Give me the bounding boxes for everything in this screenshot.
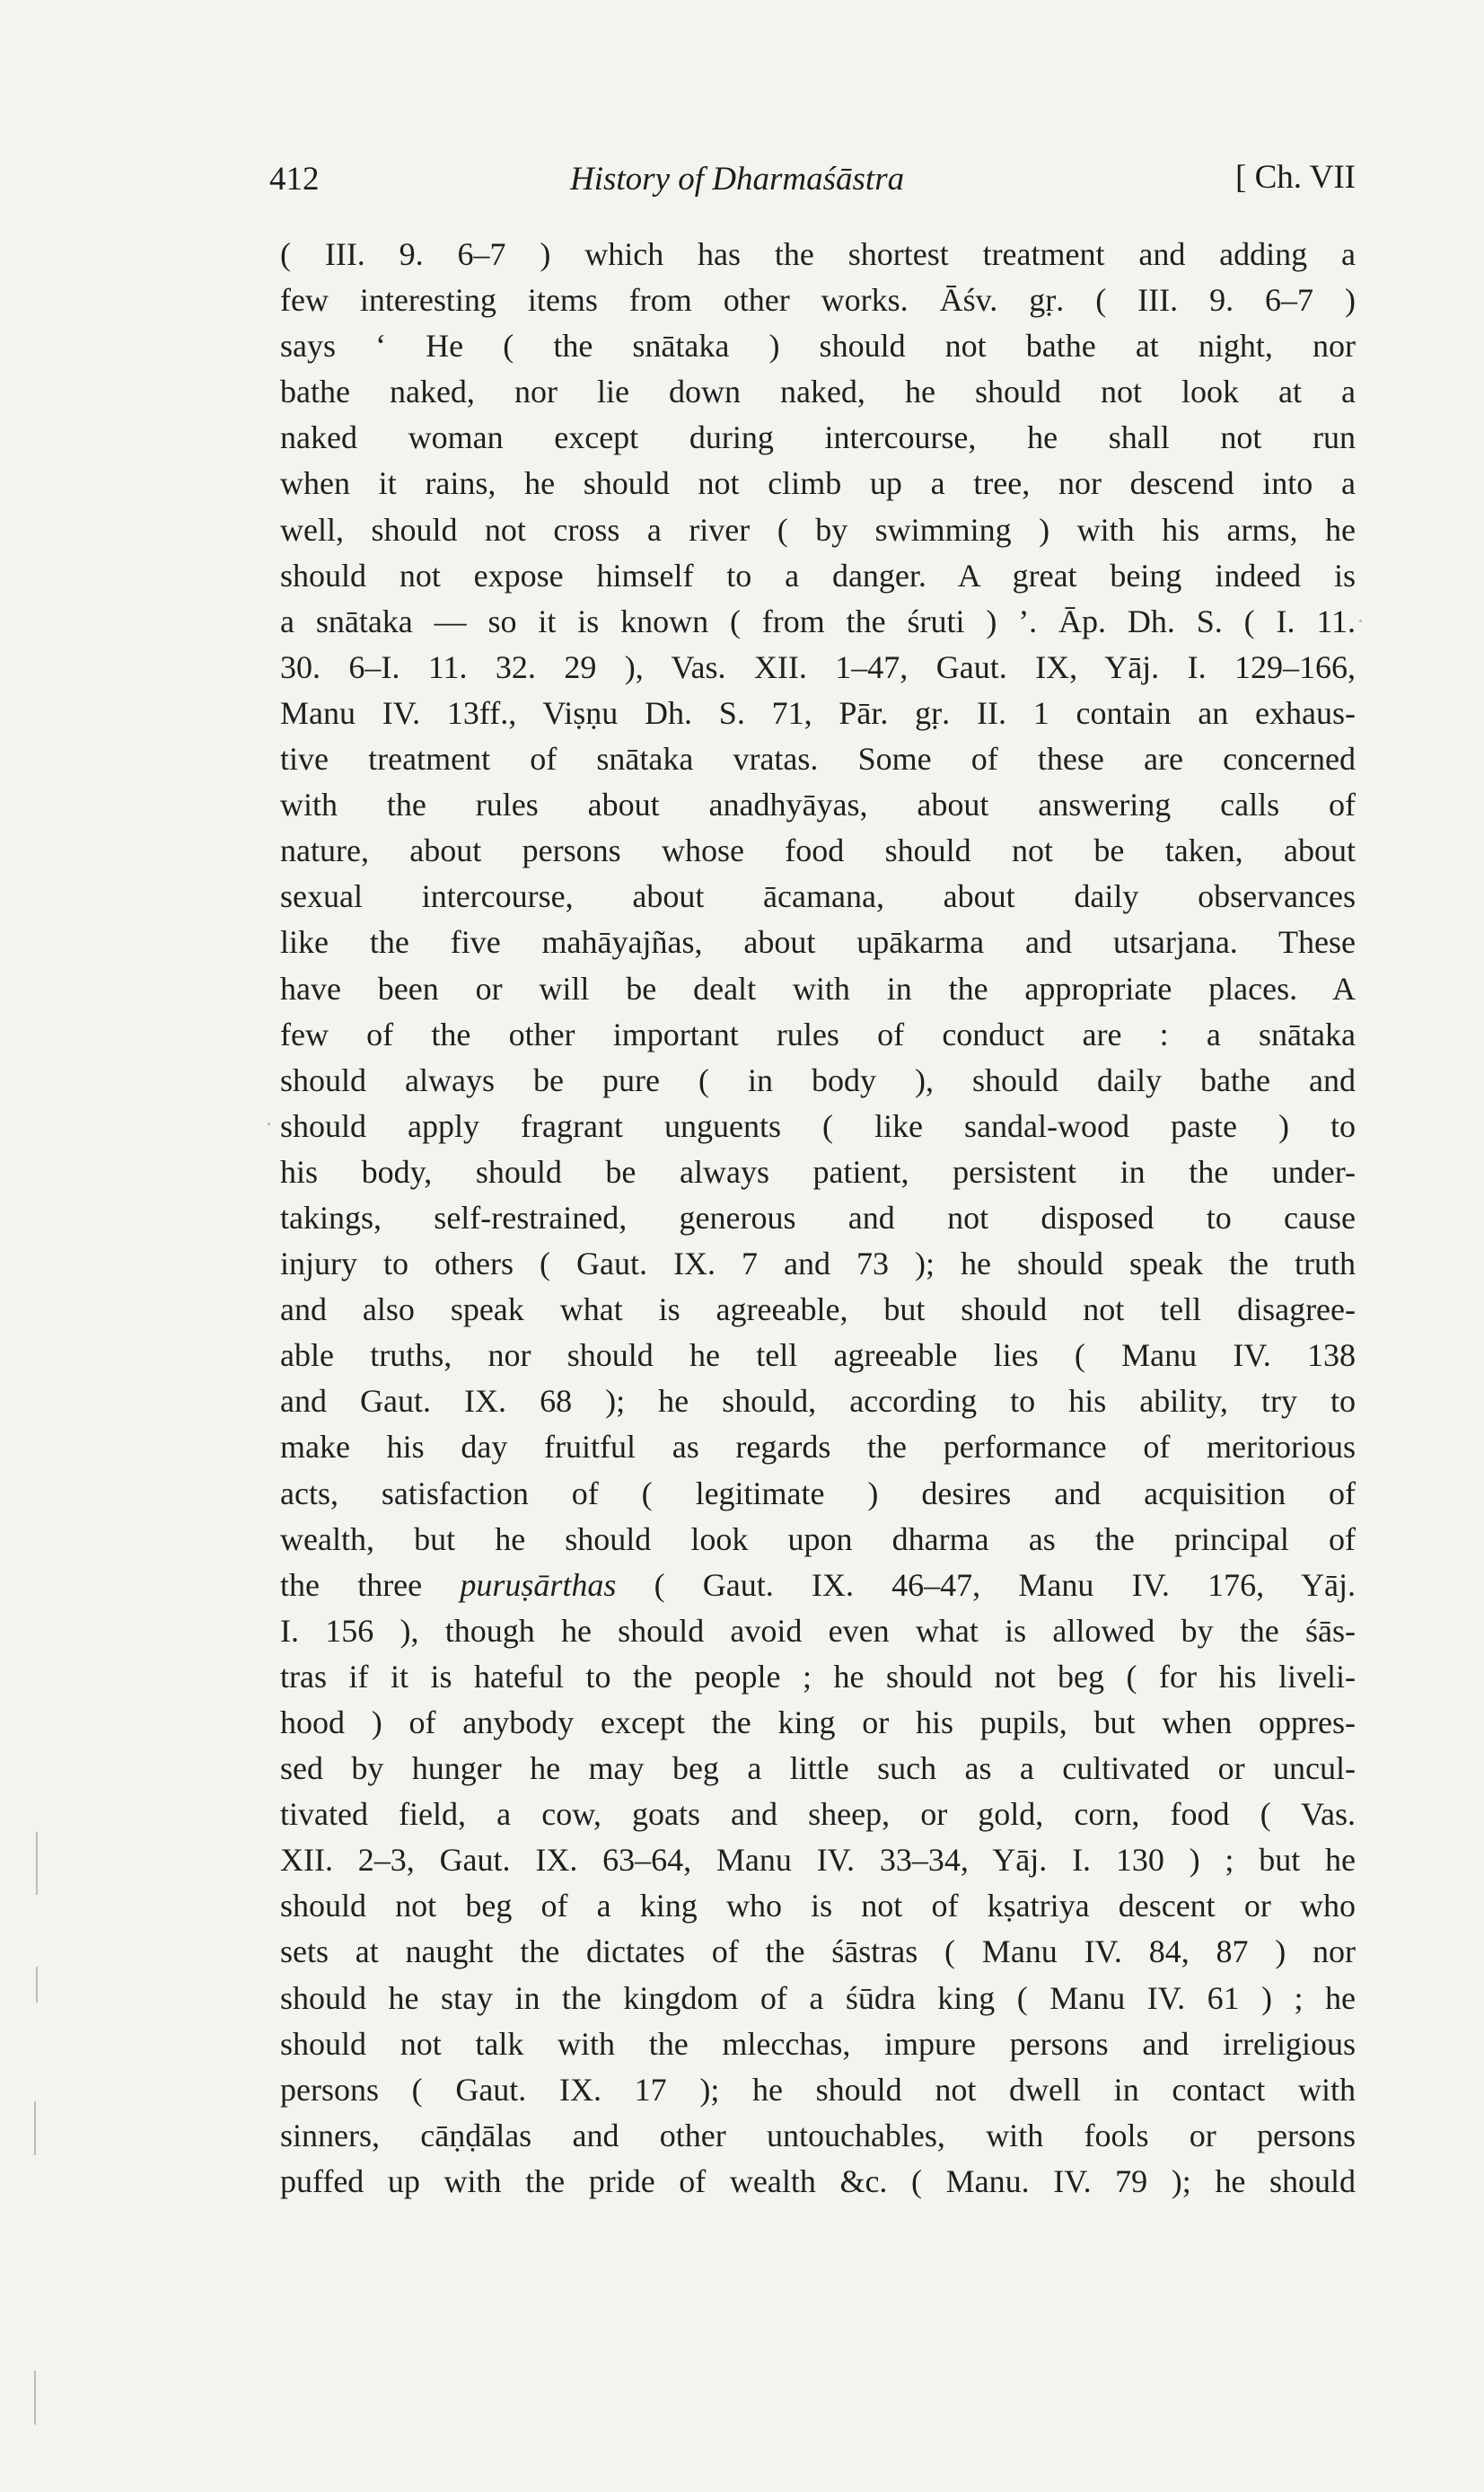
text-line: 30. 6–I. 11. 32. 29 ), Vas. XII. 1–47, Gaut. IX, Yāj. I. 129–166, xyxy=(280,648,1356,685)
text-line: nature, about persons whose food should not be taken, about xyxy=(280,832,1356,869)
text-line: acts, satisfaction of ( legitimate ) desires and acquisition of xyxy=(280,1475,1356,1511)
text-line: takings, self-restrained, generous and not disposed to cause xyxy=(280,1199,1356,1236)
scan-artifact xyxy=(34,2101,36,2155)
text-line: should apply fragrant unguents ( like sandal-wood paste ) to xyxy=(280,1107,1356,1144)
text-line: few interesting items from other works. Āśv. gṛ. ( III. 9. 6–7 ) xyxy=(280,282,1356,319)
text-line: sexual intercourse, about ācamana, about daily observances xyxy=(280,878,1356,915)
text-line: should he stay in the kingdom of a śūdra king ( Manu IV. 61 ) ; he xyxy=(280,1979,1356,2016)
text-line: tivated field, a cow, goats and sheep, or gold, corn, food ( Vas. xyxy=(280,1796,1356,1833)
text-line: the three puruṣārthas ( Gaut. IX. 46–47, Manu IV. 176, Yāj. xyxy=(280,1566,1356,1603)
text-line: wealth, but he should look upon dharma as the principal of xyxy=(280,1520,1356,1557)
text-line: with the rules about anadhyāyas, about answering calls of xyxy=(280,787,1356,823)
text-line: and Gaut. IX. 68 ); he should, according to his ability, try to xyxy=(280,1383,1356,1420)
text-line: tras if it is hateful to the people ; he should not beg ( for his liveli- xyxy=(280,1658,1356,1695)
text-line: should not beg of a king who is not of kṣatriya descent or who xyxy=(280,1888,1356,1924)
text-line: when it rains, he should not climb up a tree, nor descend into a xyxy=(280,465,1356,502)
text-line: Manu IV. 13ff., Viṣṇu Dh. S. 71, Pār. gṛ. II. 1 contain an exhaus- xyxy=(280,694,1356,731)
text-line: sets at naught the dictates of the śāstras ( Manu IV. 84, 87 ) nor xyxy=(280,1933,1356,1970)
chapter-label: [ Ch. VII xyxy=(1235,159,1356,196)
text-line: make his day fruitful as regards the performance of meritorious xyxy=(280,1429,1356,1466)
scan-artifact xyxy=(36,1967,38,2003)
scan-artifact xyxy=(36,1832,38,1895)
text-line: persons ( Gaut. IX. 17 ); he should not dwell in contact with xyxy=(280,2071,1356,2108)
running-title: History of Dharmaśāstra xyxy=(570,161,905,198)
text-line: I. 156 ), though he should avoid even what is allowed by the śās- xyxy=(280,1612,1356,1649)
text-line: XII. 2–3, Gaut. IX. 63–64, Manu IV. 33–34, Yāj. I. 130 ) ; but he xyxy=(280,1842,1356,1879)
italic-term: puruṣārthas xyxy=(460,1566,617,1603)
text-line: sinners, cāṇḍālas and other untouchables, with fools or persons xyxy=(280,2117,1356,2153)
text-line: a snātaka — so it is known ( from the śruti ) ’. Āp. Dh. S. ( I. 11. xyxy=(280,603,1356,639)
text-line: should not talk with the mlecchas, impure persons and irreligious xyxy=(280,2025,1356,2062)
page-header xyxy=(269,153,1365,207)
text-line: puffed up with the pride of wealth &c. ( Manu. IV. 79 ); he should xyxy=(280,2162,1356,2199)
page-number: 412 xyxy=(269,161,320,198)
text-line: have been or will be dealt with in the appropriate places. A xyxy=(280,970,1356,1007)
text-line: ( III. 9. 6–7 ) which has the shortest treatment and adding a xyxy=(280,236,1356,272)
text-line: injury to others ( Gaut. IX. 7 and 73 ); he should speak the truth xyxy=(280,1246,1356,1282)
text-line: naked woman except during intercourse, he shall not run xyxy=(280,419,1356,456)
text-line: sed by hunger he may beg a little such as a cultivated or uncul- xyxy=(280,1750,1356,1787)
text-line: should always be pure ( in body ), should daily bathe and xyxy=(280,1061,1356,1098)
text-line: few of the other important rules of conduct are : a snātaka xyxy=(280,1016,1356,1052)
scan-artifact xyxy=(34,2371,36,2425)
text-line: bathe naked, nor lie down naked, he should not look at a xyxy=(280,374,1356,410)
text-line: says ‘ He ( the snātaka ) should not bathe at night, nor xyxy=(280,328,1356,365)
text-line: and also speak what is agreeable, but should not tell disagree- xyxy=(280,1291,1356,1328)
text-line: tive treatment of snātaka vratas. Some of these are concerned xyxy=(280,741,1356,778)
text-line: able truths, nor should he tell agreeable lies ( Manu IV. 138 xyxy=(280,1337,1356,1374)
scan-artifact xyxy=(1359,620,1362,622)
text-line: like the five mahāyajñas, about upākarma and utsarjana. These xyxy=(280,924,1356,961)
text-line: should not expose himself to a danger. A great being indeed is xyxy=(280,557,1356,594)
text-line: well, should not cross a river ( by swimming ) with his arms, he xyxy=(280,511,1356,548)
body-text xyxy=(280,232,1356,2205)
scan-artifact xyxy=(268,1123,270,1125)
text-line: hood ) of anybody except the king or his pupils, but when oppres- xyxy=(280,1704,1356,1740)
text-line: his body, should be always patient, persistent in the under- xyxy=(280,1153,1356,1190)
